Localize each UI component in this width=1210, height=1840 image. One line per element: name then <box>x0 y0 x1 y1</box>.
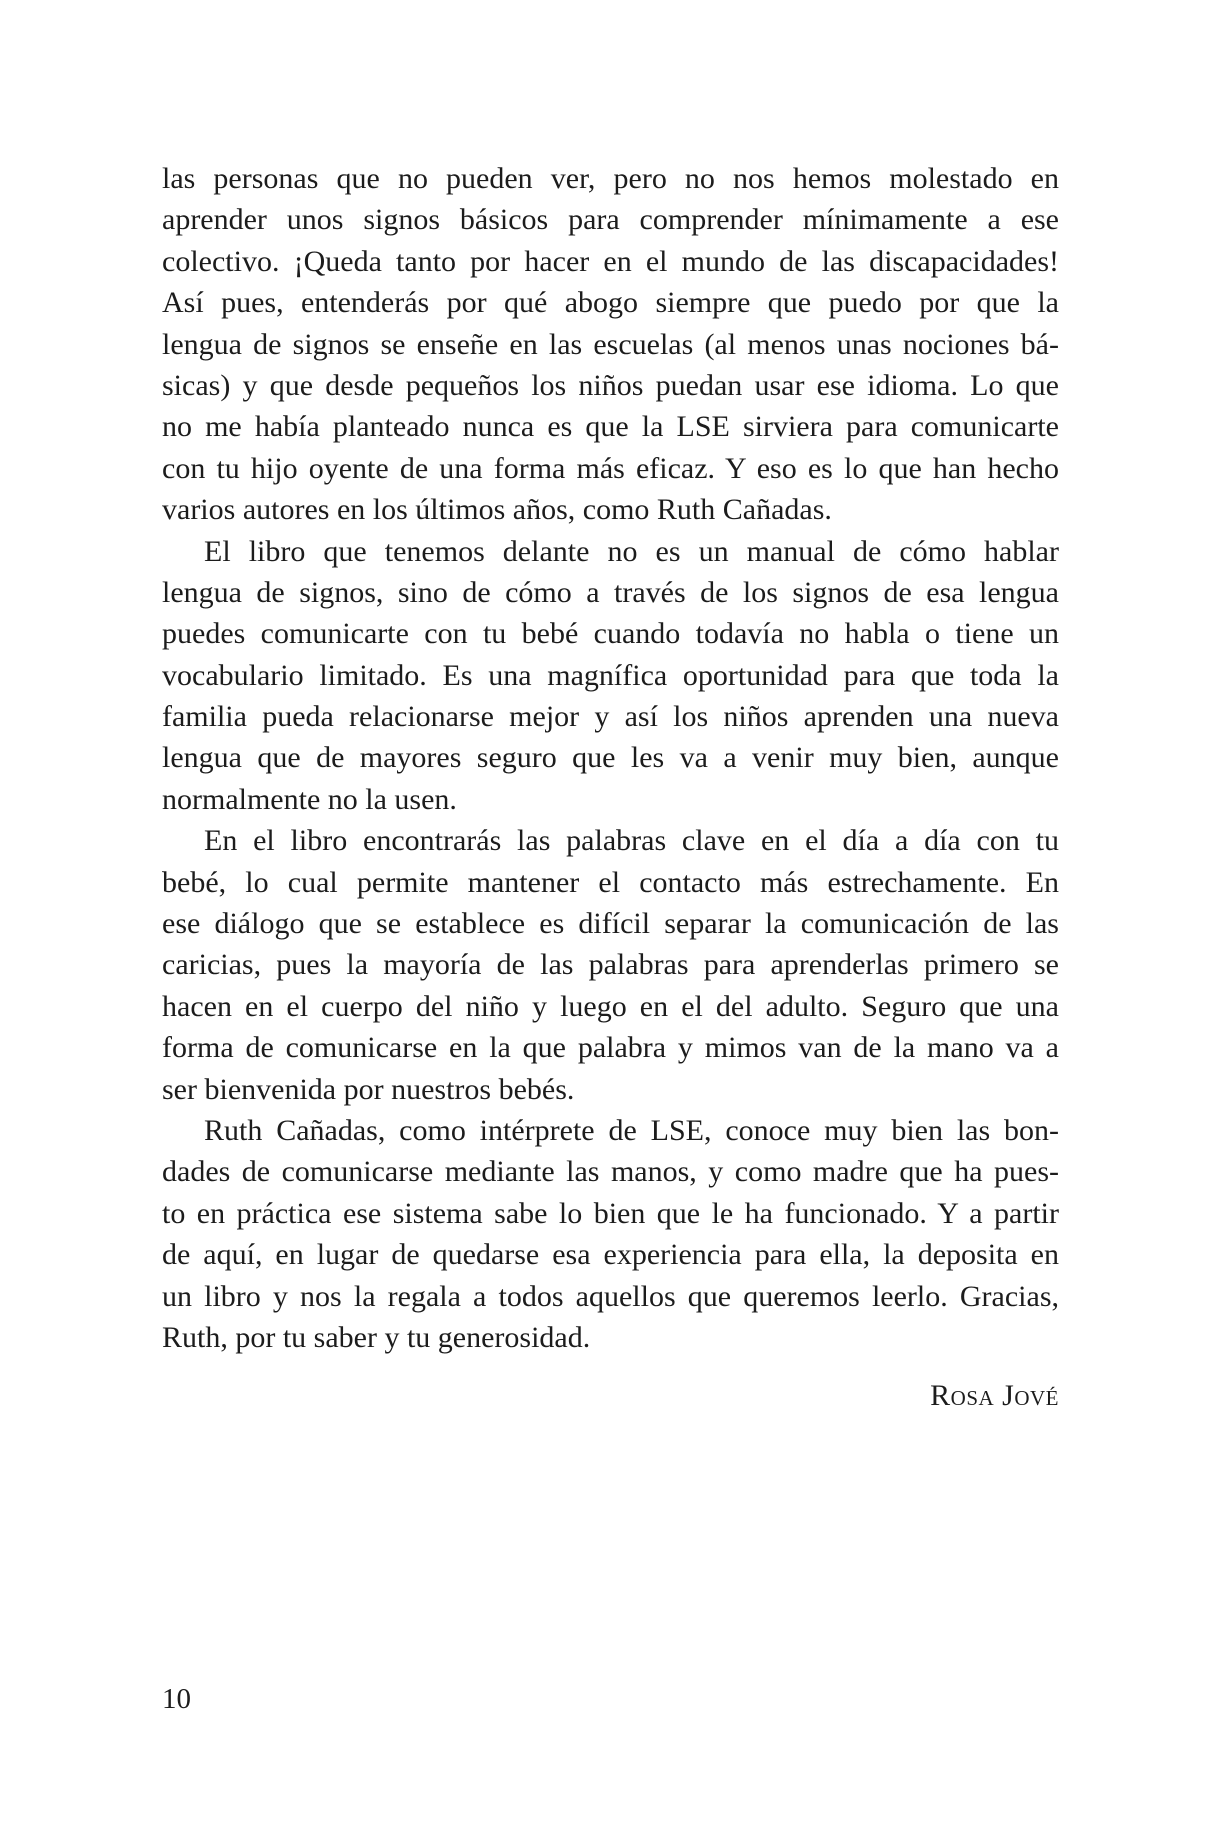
text-line: El libro que tenemos delante no es un manual de cómo hablar <box>204 534 1059 568</box>
text-line: de aquí, en lugar de quedarse esa experiencia para ella, la deposita en <box>162 1238 1059 1272</box>
text-line: forma de comunicarse en la que palabra y mimos van de la mano va a <box>162 1031 1059 1065</box>
text-line: bebé, lo cual permite mantener el contacto más estrechamente. En <box>162 865 1059 899</box>
text-line: lengua de signos se enseñe en las escuelas (al menos unas nociones bá- <box>162 327 1059 361</box>
text-line: sicas) y que desde pequeños los niños puedan usar ese idioma. Lo que <box>162 368 1059 402</box>
text-line: normalmente no la usen. <box>162 782 457 816</box>
text-line: lengua que de mayores seguro que les va a venir muy bien, aunque <box>162 741 1059 775</box>
text-line: familia pueda relacionarse mejor y así los niños aprenden una nueva <box>162 700 1059 734</box>
text-line: to en práctica ese sistema sabe lo bien que le ha funcionado. Y a partir <box>162 1196 1059 1230</box>
text-line: Ruth, por tu saber y tu generosidad. <box>162 1320 591 1354</box>
text-line: ese diálogo que se establece es difícil separar la comunicación de las <box>162 907 1059 941</box>
text-line: caricias, pues la mayoría de las palabras para aprenderlas primero se <box>162 948 1059 982</box>
body-text <box>162 158 1059 1358</box>
text-line: no me había planteado nunca es que la LSE sirviera para comunicarte <box>162 410 1059 444</box>
text-line: hacen en el cuerpo del niño y luego en el del adulto. Seguro que una <box>162 989 1059 1023</box>
text-line: lengua de signos, sino de cómo a través de los signos de esa lengua <box>162 575 1059 609</box>
text-line: las personas que no pueden ver, pero no nos hemos molestado en <box>162 162 1059 195</box>
text-line: Así pues, entenderás por qué abogo siempre que puedo por que la <box>162 286 1059 320</box>
author-signature: Rosa Jové <box>930 1379 1059 1412</box>
text-line: aprender unos signos básicos para comprender mínimamente a ese <box>162 203 1059 237</box>
text-line: varios autores en los últimos años, como Ruth Cañadas. <box>162 493 832 527</box>
text-line: Ruth Cañadas, como intérprete de LSE, conoce muy bien las bon- <box>204 1113 1059 1147</box>
text-line: un libro y nos la regala a todos aquellos que queremos leerlo. Gracias, <box>162 1279 1059 1313</box>
text-line: colectivo. ¡Queda tanto por hacer en el mundo de las discapacidades! <box>162 244 1059 278</box>
text-line: puedes comunicarte con tu bebé cuando todavía no habla o tiene un <box>162 617 1059 651</box>
page-number: 10 <box>162 1683 191 1715</box>
text-line: vocabulario limitado. Es una magnífica oportunidad para que toda la <box>162 658 1059 692</box>
text-line: dades de comunicarse mediante las manos, y como madre que ha pues- <box>162 1155 1059 1189</box>
text-line: con tu hijo oyente de una forma más eficaz. Y eso es lo que han hecho <box>162 451 1059 485</box>
text-line: En el libro encontrarás las palabras clave en el día a día con tu <box>204 824 1059 858</box>
text-line: ser bienvenida por nuestros bebés. <box>162 1072 575 1106</box>
